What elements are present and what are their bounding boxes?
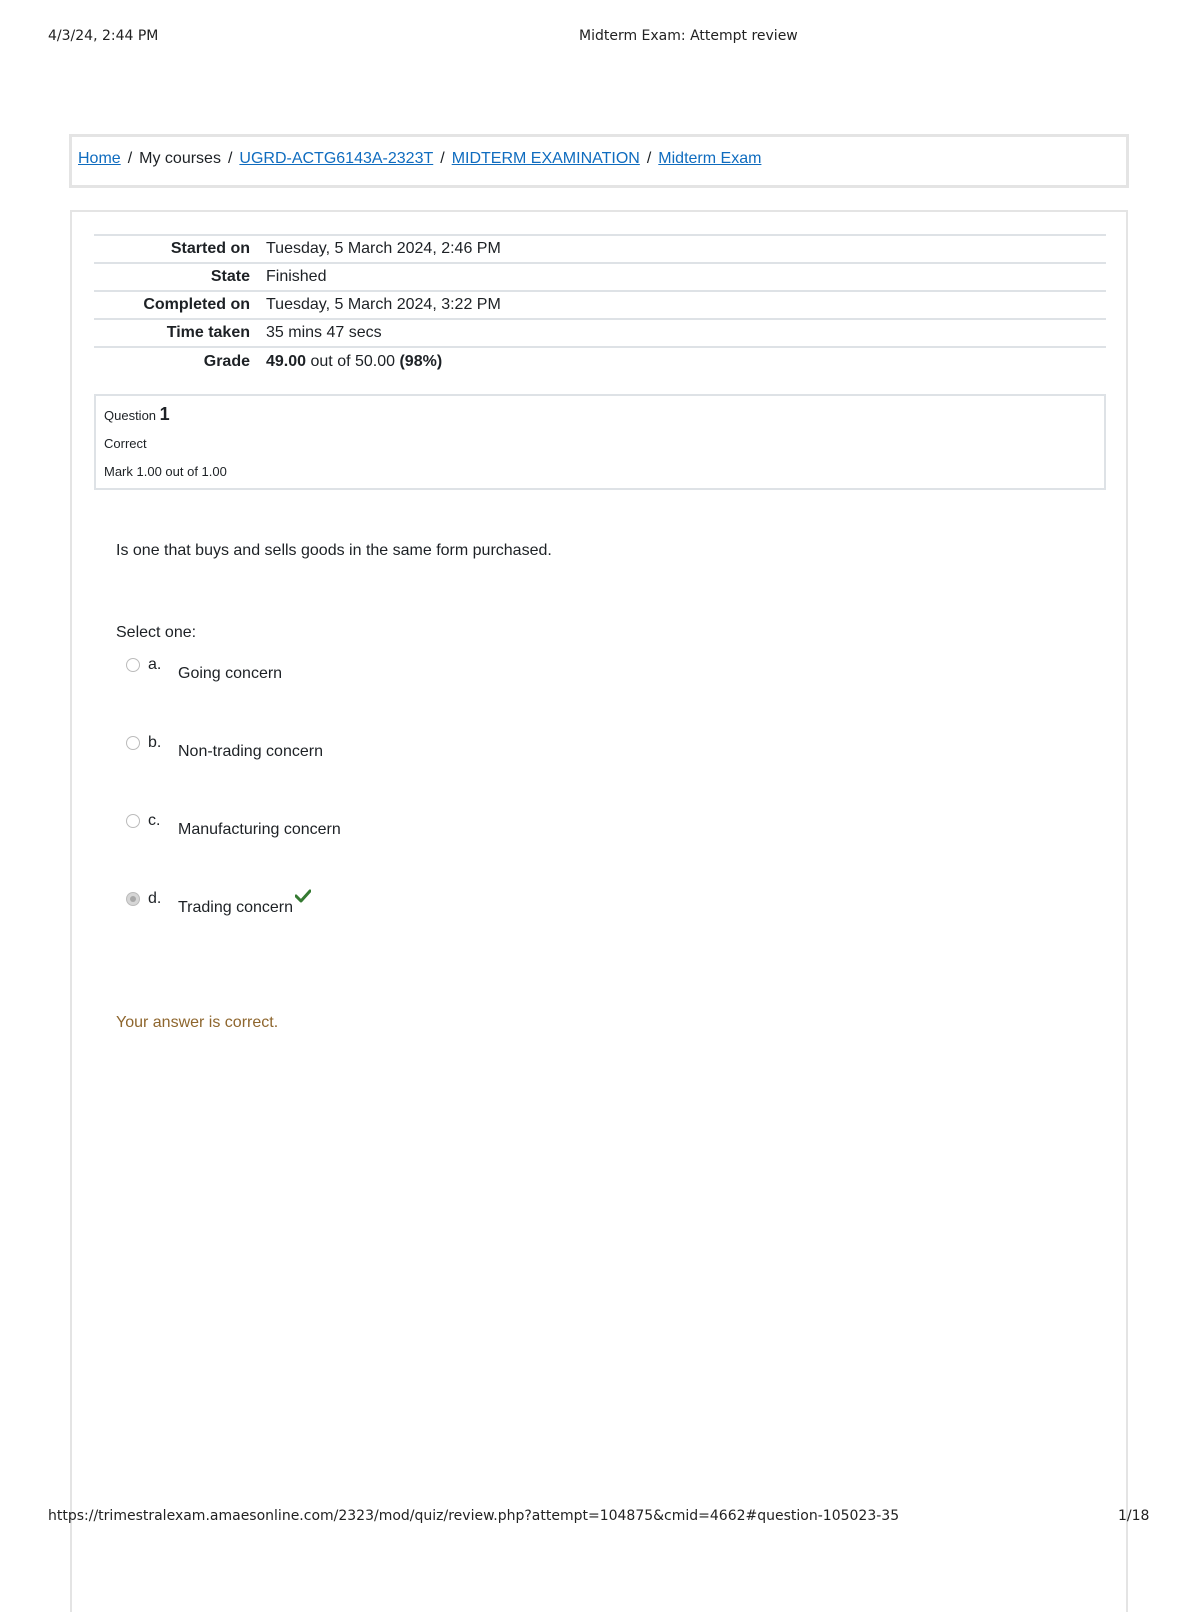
radio-button[interactable] (126, 736, 140, 750)
question-mark: Mark 1.00 out of 1.00 (104, 464, 227, 479)
option-text: Non-trading concern (178, 743, 323, 760)
grade-percent: (98%) (399, 352, 443, 370)
print-page-number: 1/18 (1118, 1508, 1150, 1524)
question-label: Question (104, 408, 157, 423)
option-letter: a. (148, 656, 162, 673)
breadcrumb-separator: / (127, 150, 133, 167)
summary-value: Tuesday, 5 March 2024, 3:22 PM (266, 296, 501, 313)
breadcrumb-home-link[interactable]: Home (78, 150, 121, 167)
summary-label: Time taken (166, 324, 250, 341)
summary-label: Completed on (143, 296, 250, 313)
summary-value: Tuesday, 5 March 2024, 2:46 PM (266, 240, 501, 257)
option-letter: d. (148, 890, 162, 907)
option-text: Trading concern (178, 899, 294, 916)
summary-value: 35 mins 47 secs (266, 324, 382, 341)
grade-out-of: out of 50.00 (310, 352, 396, 370)
answer-option-a[interactable] (126, 656, 526, 686)
attempt-review-panel (70, 210, 1128, 1612)
summary-label: State (210, 268, 250, 285)
summary-row-completed (94, 291, 1106, 319)
breadcrumb-quiz-link[interactable]: Midterm Exam (658, 150, 762, 167)
summary-row-time-taken (94, 319, 1106, 347)
summary-label: Grade (203, 352, 250, 370)
answer-option-b[interactable] (126, 734, 526, 764)
select-one-prompt: Select one: (116, 624, 197, 641)
answer-feedback: Your answer is correct. (116, 1014, 279, 1031)
option-letter: c. (148, 812, 161, 829)
breadcrumb-course-link[interactable]: UGRD-ACTG6143A-2323T (239, 150, 434, 167)
option-text: Manufacturing concern (178, 821, 341, 838)
print-url: https://trimestralexam.amaesonline.com/2323/mod/quiz/review.php?attempt=104875&cmid=4662#question-105023-35 (48, 1508, 900, 1524)
summary-row-state (94, 263, 1106, 291)
radio-button[interactable] (126, 658, 140, 672)
grade-score: 49.00 (266, 352, 307, 370)
summary-row-grade (94, 347, 1106, 375)
attempt-summary-table (94, 234, 1106, 375)
breadcrumb-separator: / (440, 150, 445, 167)
question-number (104, 404, 170, 425)
breadcrumb-separator: / (646, 150, 652, 167)
option-text-wrapper (178, 899, 311, 917)
radio-button[interactable] (126, 814, 140, 828)
option-letter: b. (148, 734, 162, 751)
correct-check-icon (295, 889, 311, 903)
breadcrumb-container (69, 134, 1129, 188)
radio-button-selected[interactable] (126, 892, 140, 906)
print-datetime: 4/3/24, 2:44 PM (48, 28, 159, 44)
question-info-box (94, 394, 1106, 490)
option-text: Going concern (178, 665, 283, 682)
summary-value (258, 347, 1106, 375)
summary-value: Finished (266, 268, 327, 285)
answer-option-c[interactable] (126, 812, 526, 842)
answer-option-d[interactable] (126, 890, 526, 920)
question-state: Correct (104, 436, 147, 451)
breadcrumb-section-link[interactable]: MIDTERM EXAMINATION (451, 150, 640, 167)
breadcrumb (78, 150, 761, 168)
breadcrumb-my-courses: My courses (139, 150, 221, 167)
question-number-value: 1 (159, 404, 170, 424)
print-page-title: Midterm Exam: Attempt review (579, 28, 798, 44)
summary-row-started (94, 235, 1106, 263)
summary-label: Started on (170, 240, 250, 257)
breadcrumb-separator: / (227, 150, 233, 167)
question-text: Is one that buys and sells goods in the same form purchased. (116, 542, 552, 559)
